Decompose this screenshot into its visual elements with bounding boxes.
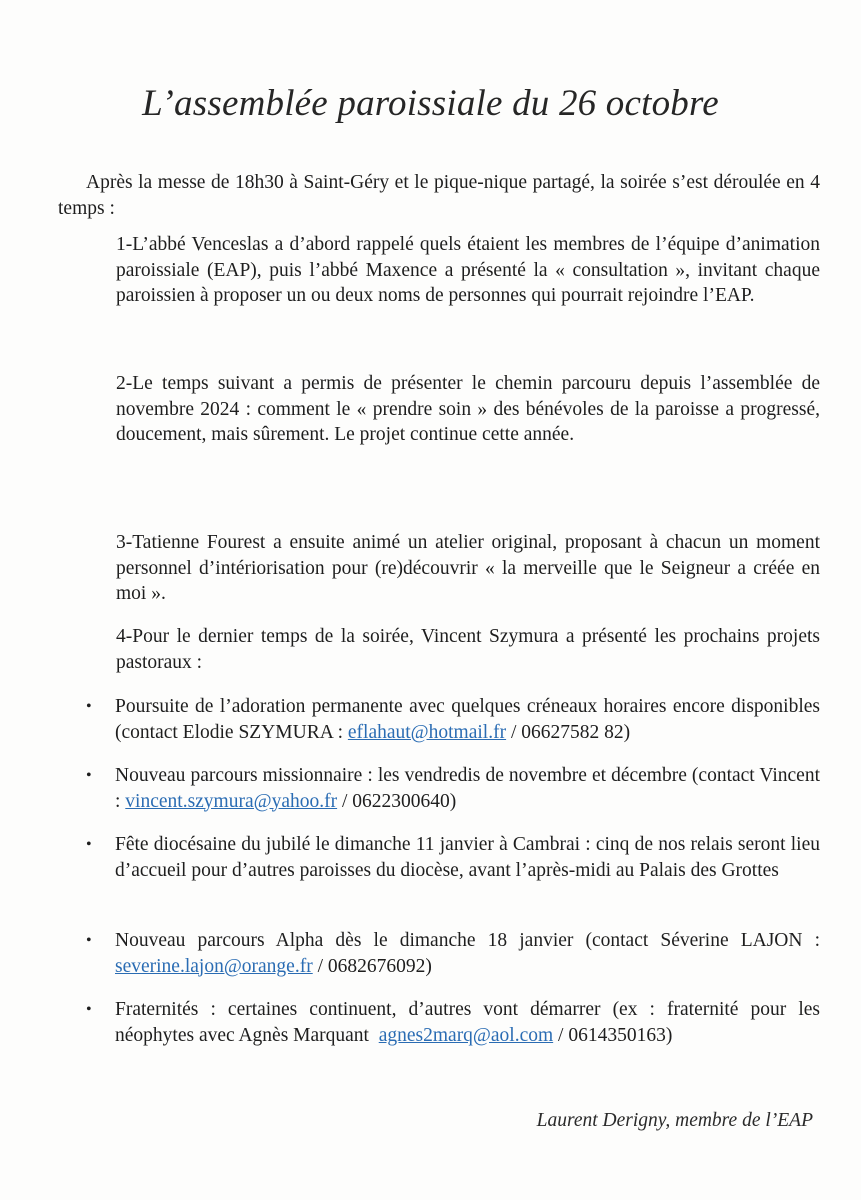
email-link[interactable]: agnes2marq@aol.com bbox=[378, 1024, 554, 1046]
bullet-icon: • bbox=[86, 836, 92, 853]
list-item-text: Poursuite de l’adoration permanente avec quelques créneaux horaires encore disponibles (contact Elodie SZYMURA : bbox=[115, 696, 820, 743]
email-link[interactable]: severine.lajon@orange.fr bbox=[115, 955, 313, 977]
list-item-text: Fraternités : certaines continuent, d’autres vont démarrer (ex : fraternité pour les néophytes avec Agnès Marquant bbox=[115, 999, 825, 1046]
section-2-paragraph: 2-Le temps suivant a permis de présenter le chemin parcouru depuis l’assemblée de novembre 2024 : comment le « prendre soin » des bénévoles de la paroisse a progressé, doucement, mais sûrement. Le projet continue cette année. bbox=[116, 373, 820, 445]
list-item bbox=[86, 694, 820, 745]
list-item bbox=[86, 832, 820, 883]
document-title: L’assemblée paroissiale du 26 octobre bbox=[142, 83, 719, 124]
list-item bbox=[86, 928, 820, 979]
intro-paragraph: Après la messe de 18h30 à Saint-Géry et le pique-nique partagé, la soirée s’est déroulée en 4 temps : bbox=[58, 172, 820, 219]
list-item bbox=[86, 763, 820, 814]
phone-text: / 0622300640) bbox=[337, 790, 457, 812]
bullet-icon: • bbox=[86, 1001, 92, 1018]
list-item-text: Nouveau parcours Alpha dès le dimanche 18 janvier (contact Séverine LAJON : bbox=[115, 930, 820, 951]
phone-text: / 0614350163) bbox=[553, 1024, 673, 1046]
section-4-paragraph: 4-Pour le dernier temps de la soirée, Vincent Szymura a présenté les prochains projets pastoraux : bbox=[116, 626, 820, 673]
section-1-paragraph: 1-L’abbé Venceslas a d’abord rappelé quels étaient les membres de l’équipe d’animation paroissiale (EAP), puis l’abbé Maxence a présenté la « consultation », invitant chaque paroissien à proposer un ou deux noms de personnes qui pourrait rejoindre l’EAP. bbox=[116, 234, 820, 306]
list-item-text: Fête diocésaine du jubilé le dimanche 11 janvier à Cambrai : cinq de nos relais seront lieu d’accueil pour d’autres paroisses du diocèse, avant l’après-midi au Palais des Grottes bbox=[115, 834, 820, 881]
phone-text: / 0682676092) bbox=[312, 955, 432, 977]
email-link[interactable]: eflahaut@hotmail.fr bbox=[347, 721, 507, 743]
bullet-icon: • bbox=[86, 767, 92, 784]
signature: Laurent Derigny, membre de l’EAP bbox=[536, 1110, 813, 1131]
bullet-icon: • bbox=[86, 932, 92, 949]
phone-text: / 06627582 82) bbox=[506, 721, 631, 743]
list-item bbox=[86, 997, 825, 1048]
bullet-icon: • bbox=[86, 698, 92, 715]
list-item-text: Nouveau parcours missionnaire : les vendredis de novembre et décembre (contact Vincent : bbox=[115, 765, 820, 812]
email-link[interactable]: vincent.szymura@yahoo.fr bbox=[125, 790, 338, 812]
section-3-paragraph: 3-Tatienne Fourest a ensuite animé un atelier original, proposant à chacun un moment personnel d’intériorisation pour (re)découvrir « la merveille que le Seigneur a créée en moi ». bbox=[116, 532, 820, 604]
